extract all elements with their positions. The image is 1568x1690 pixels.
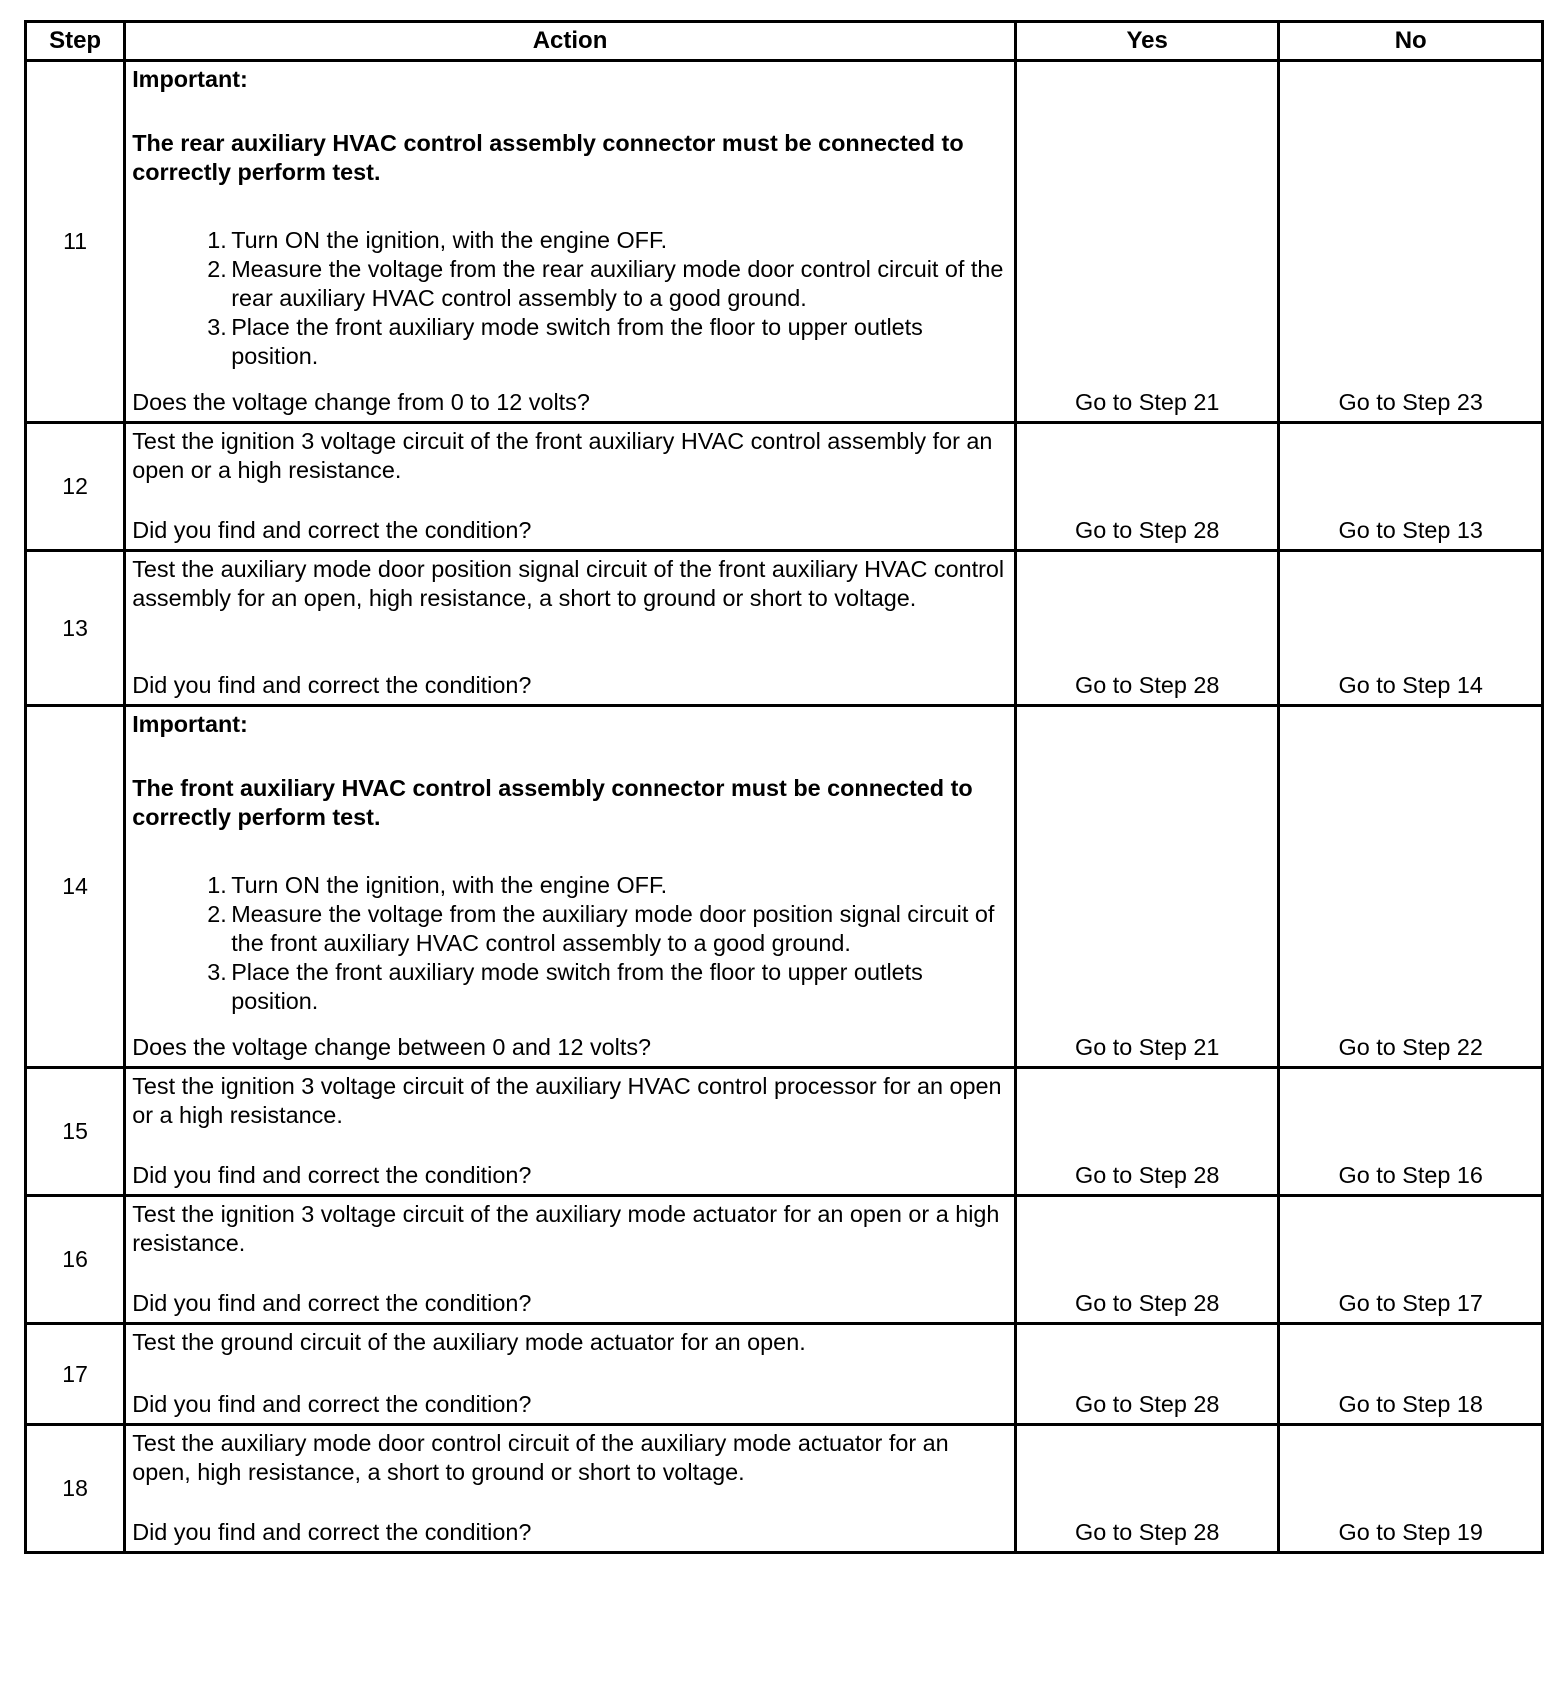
action-text: Test the ignition 3 voltage circuit of the front auxiliary HVAC control assembly for an open or a high resistance. [132,428,993,483]
table-row [26,551,1543,706]
list-item: 1. Turn ON the ignition, with the engine OFF. [207,872,668,898]
question-text: Did you find and correct the condition? [132,517,532,543]
substep-list [132,226,1008,371]
question-text: Did you find and correct the condition? [132,1290,532,1316]
action-text: Test the ignition 3 voltage circuit of the auxiliary mode actuator for an open or a high resistance. [132,1201,1000,1256]
no-goto: Go to Step 23 [1338,389,1483,415]
question-text: Did you find and correct the condition? [132,1391,532,1417]
yes-cell [1015,706,1279,1068]
action-text: Test the ground circuit of the auxiliary mode actuator for an open. [132,1329,806,1355]
no-goto: Go to Step 22 [1338,1034,1483,1060]
no-cell [1279,1068,1543,1196]
step-number: 18 [26,1425,125,1553]
action-cell [125,61,1016,423]
yes-goto: Go to Step 28 [1075,1391,1220,1417]
yes-cell [1015,1425,1279,1553]
yes-cell [1015,61,1279,423]
list-item: 2. Measure the voltage from the auxiliary mode door position signal circuit of the front auxiliary HVAC control assembly to a good ground. [207,901,995,956]
important-label: Important: [132,66,248,92]
question-text: Did you find and correct the condition? [132,1519,532,1545]
list-item: 3. Place the front auxiliary mode switch from the floor to upper outlets position. [207,959,923,1014]
table-row [26,706,1543,1068]
important-text: The rear auxiliary HVAC control assembly connector must be connected to correctly perform test. [132,130,964,185]
step-number: 15 [26,1068,125,1196]
action-text: Test the auxiliary mode door position signal circuit of the front auxiliary HVAC control assembly for an open, high resistance, a short to ground or short to voltage. [132,556,1005,611]
question-text: Did you find and correct the condition? [132,1162,532,1188]
table-row [26,1196,1543,1324]
action-cell [125,1196,1016,1324]
header-yes: Yes [1015,22,1279,61]
no-cell [1279,1425,1543,1553]
table-row [26,1324,1543,1425]
question-text: Does the voltage change between 0 and 12 volts? [132,1034,652,1060]
no-cell [1279,706,1543,1068]
action-cell [125,423,1016,551]
no-goto: Go to Step 14 [1338,672,1483,698]
step-number: 13 [26,551,125,706]
no-goto: Go to Step 19 [1338,1519,1483,1545]
no-cell [1279,1196,1543,1324]
yes-goto: Go to Step 21 [1075,389,1220,415]
yes-cell [1015,1196,1279,1324]
no-cell [1279,1324,1543,1425]
no-goto: Go to Step 18 [1338,1391,1483,1417]
step-number: 14 [26,706,125,1068]
step-number: 12 [26,423,125,551]
yes-goto: Go to Step 28 [1075,517,1220,543]
table-row [26,61,1543,423]
action-cell [125,1324,1016,1425]
list-item: 3. Place the front auxiliary mode switch from the floor to upper outlets position. [207,314,923,369]
yes-goto: Go to Step 21 [1075,1034,1220,1060]
yes-goto: Go to Step 28 [1075,1162,1220,1188]
yes-cell [1015,551,1279,706]
header-no: No [1279,22,1543,61]
header-row [26,22,1543,61]
no-goto: Go to Step 16 [1338,1162,1483,1188]
no-cell [1279,423,1543,551]
yes-cell [1015,423,1279,551]
yes-goto: Go to Step 28 [1075,1519,1220,1545]
step-number: 11 [26,61,125,423]
yes-cell [1015,1068,1279,1196]
no-cell [1279,551,1543,706]
substep-list [132,871,1008,1016]
no-goto: Go to Step 17 [1338,1290,1483,1316]
action-cell [125,1068,1016,1196]
table-row [26,1425,1543,1553]
important-label: Important: [132,711,248,737]
action-text: Test the auxiliary mode door control circuit of the auxiliary mode actuator for an open, high resistance, a short to ground or short to voltage. [132,1430,949,1485]
diagnostic-table [24,20,1544,1554]
no-goto: Go to Step 13 [1338,517,1483,543]
no-cell [1279,61,1543,423]
yes-goto: Go to Step 28 [1075,672,1220,698]
list-item: 1. Turn ON the ignition, with the engine OFF. [207,227,668,253]
important-text: The front auxiliary HVAC control assembly connector must be connected to correctly perform test. [132,775,973,830]
yes-cell [1015,1324,1279,1425]
question-text: Did you find and correct the condition? [132,672,532,698]
table-row [26,423,1543,551]
action-cell [125,551,1016,706]
list-item: 2. Measure the voltage from the rear auxiliary mode door control circuit of the rear auxiliary HVAC control assembly to a good ground. [207,256,1004,311]
table-row [26,1068,1543,1196]
yes-goto: Go to Step 28 [1075,1290,1220,1316]
action-text: Test the ignition 3 voltage circuit of the auxiliary HVAC control processor for an open or a high resistance. [132,1073,1002,1128]
header-action: Action [125,22,1016,61]
question-text: Does the voltage change from 0 to 12 volts? [132,389,590,415]
action-cell [125,706,1016,1068]
step-number: 16 [26,1196,125,1324]
header-step: Step [26,22,125,61]
step-number: 17 [26,1324,125,1425]
action-cell [125,1425,1016,1553]
